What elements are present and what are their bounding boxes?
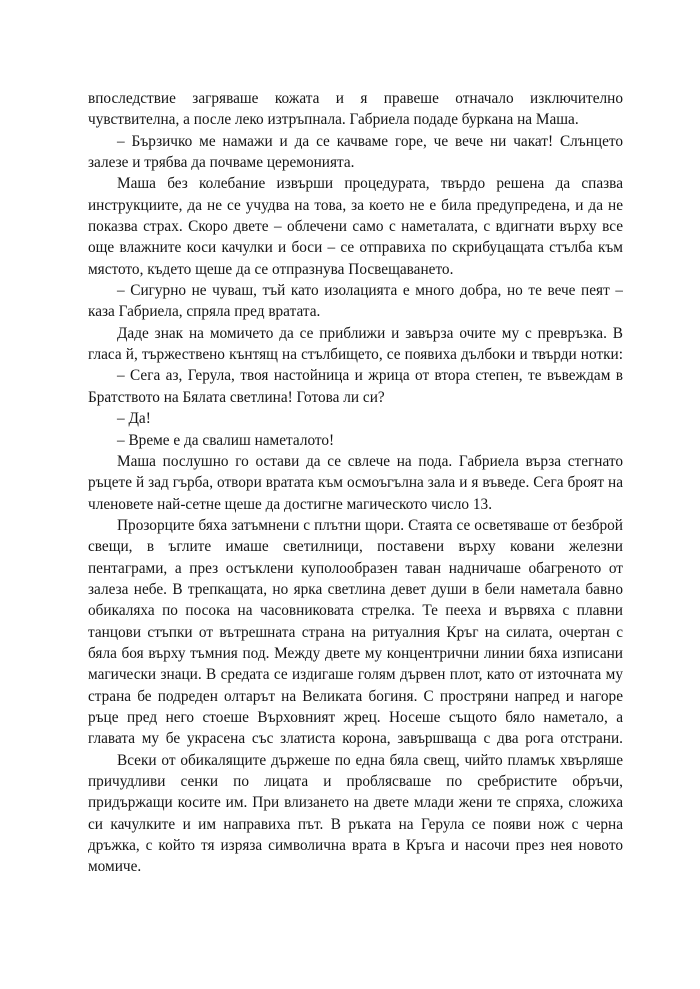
text-line: магически знаци. В средата се издигаше голям дървен плот, като от източната му [88,666,623,684]
text-line: Маша без колебание извърши процедурата, твърдо решена да спазва [117,175,623,193]
text-line: Прозорците бяха затъмнени с плътни щори. Стаята се осветяваше от безброй [117,516,623,534]
text-line: – Бързичко ме намажи и да се качваме горе, че вече ни чакат! Слънцето [117,132,623,150]
text-line: ръце пред него стоеше Върховният жрец. Носеше същото бяло наметало, а [88,708,623,726]
text-line: членовете най-сетне щеше да достигне магическото число 13. [88,495,493,513]
text-line: танцови стъпки от вътрешната страна на ритуалния Кръг на силата, очертан с [88,623,623,641]
text-line: – Сега аз, Герула, твоя настойница и жрица от втора степен, те въвеждам в [117,367,623,385]
text-line: главата му бе украсена със златиста корона, завършваща с два рога отстрани. [88,730,623,748]
text-line: ръцете й зад гърба, отвори вратата към осмоъгълна зала и я въведе. Сега броят на [88,474,623,492]
text-line: бяла боя върху тъмния под. Между двете му концентрични линии бяха изписани [88,644,623,662]
text-line: Даде знак на момичето да се приближи и завърза очите му с превръзка. В [117,324,623,342]
text-line: обикаляха по посока на часовниковата стрелка. Те пееха и вървяха с плавни [88,602,623,620]
text-line: мястото, където щеше да се отпразнува Посвещаването. [88,260,454,278]
text-line: гласа й, тържествено кънтящ на стълбището, се появиха дълбоки и твърди нотки: [88,346,623,364]
text-line: момиче. [88,858,142,876]
text-line: страна бе подреден олтарът на Великата богиня. С простряни напред и нагоре [88,687,623,705]
text-line: придържащи косите им. При влизането на двете млади жени те спряха, сложиха [88,794,623,812]
text-line: – Да! [117,410,151,428]
text-line: – Сигурно не чуваш, тъй като изолацията е много добра, но те вече пеят – [117,282,623,300]
text-line: чувствителна, а после леко изтръпнала. Габриела подаде буркана на Маша. [88,111,579,129]
text-line: причудливи сенки по лицата и проблясваше по сребристите обръчи, [88,773,623,790]
text-line: Маша послушно го остави да се свлече на пода. Габриела върза стегнато [117,452,623,470]
text-line: свещи, в ъглите имаше светилници, поставени върху ковани железни [88,538,623,556]
text-line: – Време е да свалиш наметалото! [117,431,335,449]
text-line: дръжка, с който тя изряза символична врата в Кръга и насочи през нея новото [88,837,623,855]
body-text [88,88,623,878]
text-line: каза Габриела, спряла пред вратата. [88,303,321,321]
text-line: залеза небе. В трепкащата, но ярка светлина девет души в бели наметала бавно [88,580,623,598]
text-line: Всеки от обикалящите държеше по една бяла свещ, чийто пламък хвърляше [117,751,623,769]
text-line: Братството на Бялата светлина! Готова ли си? [88,388,385,406]
text-line: пентаграми, а през остъклени куполообразен таван надничаше обагреното от [88,559,623,577]
text-line: залезе и трябва да почваме церемонията. [88,154,355,172]
text-line: инструкциите, да не се учудва на това, за което не е била предупредена, и да не [88,196,623,214]
text-line: показва страх. Скоро двете – облечени само с наметалата, с вдигнати върху все [88,218,623,236]
text-line: впоследствие загряваше кожата и я правеше отначало изключително [88,90,623,107]
text-line: си качулките и им направиха път. В ръката на Герула се появи нож с черна [88,815,623,833]
text-line: още влажните коси качулки и боси – се отправиха по скрибуцащата стълба към [88,239,623,257]
